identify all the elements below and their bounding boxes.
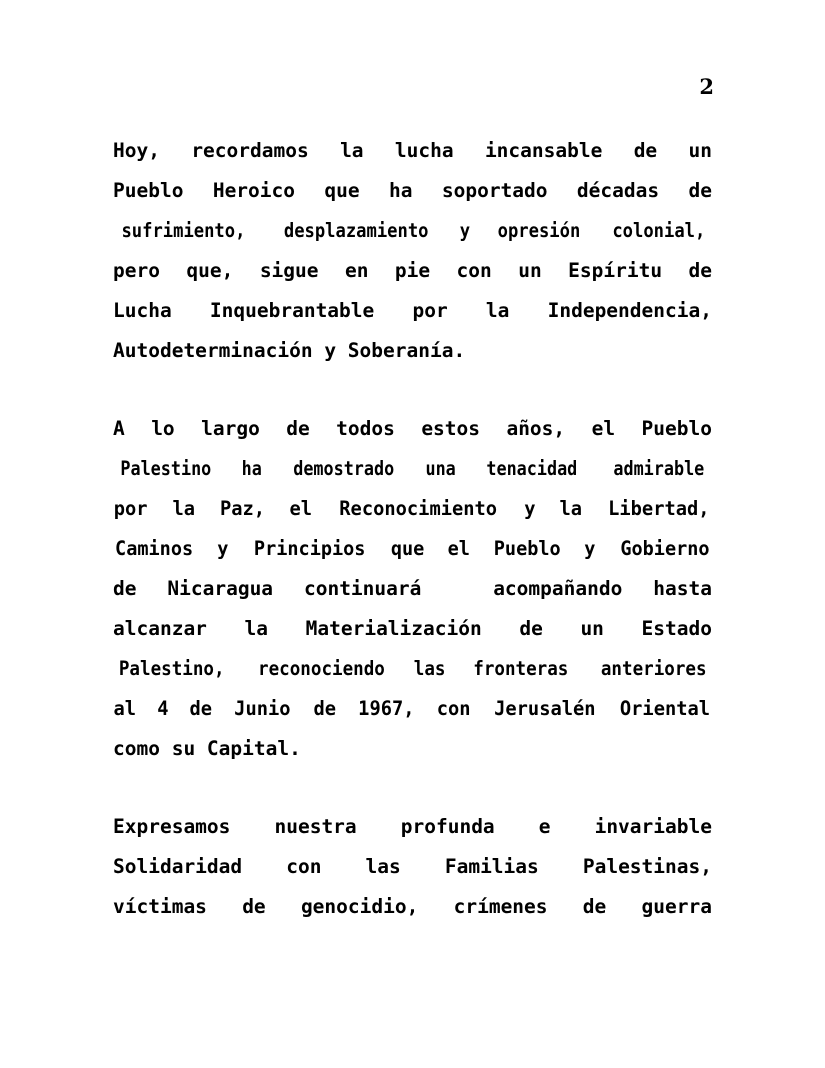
text-word: la bbox=[340, 139, 364, 162]
text-word: un bbox=[518, 259, 542, 282]
text-word: pie bbox=[394, 259, 431, 282]
text-word: continuará bbox=[303, 577, 422, 600]
text-line bbox=[113, 409, 712, 449]
text-word: Jerusalén bbox=[493, 697, 596, 720]
text-word: el bbox=[591, 417, 616, 440]
text-word: Reconocimiento bbox=[339, 497, 498, 520]
text-word: todos bbox=[336, 417, 395, 440]
text-line bbox=[113, 609, 712, 649]
text-line bbox=[113, 449, 712, 489]
text-word: sufrimiento, bbox=[121, 219, 246, 242]
text-word: un bbox=[580, 617, 604, 640]
text-word: Palestinas, bbox=[582, 855, 712, 878]
text-word: Palestino bbox=[120, 457, 212, 480]
text-word: opresión bbox=[497, 219, 581, 242]
text-line bbox=[113, 251, 712, 291]
text-word: de bbox=[519, 617, 543, 640]
text-line bbox=[113, 331, 712, 371]
text-word: demostrado bbox=[292, 457, 394, 480]
text-word: Independencia, bbox=[547, 299, 712, 322]
text-word: la bbox=[485, 299, 510, 322]
text-word: Libertad, bbox=[608, 497, 710, 520]
text-word: crímenes bbox=[453, 895, 548, 918]
text-line bbox=[113, 649, 712, 689]
text-word: Heroico bbox=[212, 179, 296, 202]
paragraph bbox=[113, 409, 712, 769]
text-word: largo bbox=[201, 417, 260, 440]
text-word: Pueblo bbox=[641, 417, 712, 440]
text-word: colonial, bbox=[612, 219, 706, 242]
text-word: Espíritu bbox=[568, 259, 663, 282]
text-word: Lucha bbox=[113, 299, 172, 322]
text-word: el bbox=[289, 497, 313, 520]
document-body bbox=[113, 131, 712, 927]
text-word: recordamos bbox=[191, 139, 309, 162]
text-line bbox=[113, 689, 712, 729]
text-word: Palestino, bbox=[118, 657, 225, 680]
text-word: de bbox=[286, 417, 310, 440]
text-word: de bbox=[688, 179, 712, 202]
text-word: que bbox=[324, 179, 360, 202]
text-word: reconociendo bbox=[258, 657, 385, 680]
text-word: genocidio, bbox=[300, 895, 419, 918]
text-word bbox=[452, 569, 462, 609]
text-word: décadas bbox=[576, 179, 660, 202]
text-word: Pueblo bbox=[113, 179, 184, 202]
text-word: la bbox=[559, 497, 583, 520]
paragraph bbox=[113, 807, 712, 927]
text-word: guerra bbox=[641, 895, 712, 918]
text-word: de bbox=[113, 577, 137, 600]
text-word: el bbox=[447, 537, 470, 560]
text-word: sigue bbox=[259, 259, 319, 282]
text-word: estos bbox=[421, 417, 481, 440]
text-word: y bbox=[217, 537, 229, 560]
text-word: fronteras bbox=[473, 657, 569, 680]
text-word: que, bbox=[186, 259, 234, 282]
text-word: Junio bbox=[234, 697, 291, 720]
text-line bbox=[113, 211, 712, 251]
text-word: de bbox=[242, 895, 266, 918]
text-line bbox=[113, 887, 712, 927]
text-line bbox=[113, 847, 712, 887]
text-word: Expresamos bbox=[113, 815, 231, 838]
text-line bbox=[113, 529, 712, 569]
text-word: lo bbox=[151, 417, 175, 440]
text-word: las bbox=[365, 855, 401, 878]
text-word: lucha bbox=[394, 139, 454, 162]
text-word: como su Capital. bbox=[113, 737, 301, 760]
text-word: al bbox=[113, 697, 137, 720]
page-number: 2 bbox=[699, 74, 714, 99]
text-word: víctimas bbox=[113, 895, 207, 918]
text-word: Principios bbox=[253, 537, 366, 560]
text-word: incansable bbox=[484, 139, 603, 162]
text-word: ha bbox=[241, 457, 262, 480]
text-word: Nicaragua bbox=[167, 577, 274, 600]
text-word: por bbox=[412, 299, 448, 322]
text-word: y bbox=[584, 537, 596, 560]
text-word: Materialización bbox=[305, 617, 482, 640]
text-word: de bbox=[688, 259, 712, 282]
text-word: de bbox=[313, 697, 336, 720]
text-word: admirable bbox=[613, 457, 705, 480]
text-word: Oriental bbox=[619, 697, 711, 720]
text-word: 4 bbox=[157, 697, 169, 720]
text-word: Estado bbox=[641, 617, 712, 640]
text-word: las bbox=[414, 657, 446, 680]
text-word: profunda bbox=[400, 815, 495, 838]
text-word: Solidaridad bbox=[113, 855, 243, 878]
text-word: de bbox=[582, 895, 607, 918]
text-line bbox=[113, 131, 712, 171]
text-word: soportado bbox=[441, 179, 548, 202]
text-line bbox=[113, 489, 712, 529]
text-word: Gobierno bbox=[620, 537, 710, 560]
text-word: años, bbox=[506, 417, 566, 440]
text-word: y bbox=[524, 497, 536, 520]
text-word: con bbox=[456, 259, 492, 282]
text-word: 1967, bbox=[357, 697, 415, 720]
text-word: Pueblo bbox=[493, 537, 561, 560]
text-word: con bbox=[436, 697, 471, 720]
text-word: que bbox=[390, 537, 425, 560]
text-line bbox=[113, 291, 712, 331]
paragraph bbox=[113, 131, 712, 371]
text-word: y bbox=[460, 219, 471, 242]
text-word: de bbox=[633, 139, 658, 162]
text-word: la bbox=[172, 497, 195, 520]
text-word: invariable bbox=[594, 815, 712, 838]
text-word: Inquebrantable bbox=[209, 299, 375, 322]
text-word: tenacidad bbox=[486, 457, 578, 480]
text-word: de bbox=[189, 697, 213, 720]
text-word: Caminos bbox=[115, 537, 194, 560]
text-word: Hoy, bbox=[113, 139, 160, 162]
text-word: una bbox=[425, 457, 456, 480]
text-word: Paz, bbox=[219, 497, 265, 520]
text-word: Autodeterminación y Soberanía. bbox=[113, 339, 466, 362]
text-word: e bbox=[538, 815, 551, 838]
text-word: por bbox=[113, 497, 148, 520]
text-word: en bbox=[344, 259, 369, 282]
text-word: anteriores bbox=[600, 657, 707, 680]
text-word: Familias bbox=[444, 855, 539, 878]
text-word: desplazamiento bbox=[284, 219, 429, 242]
text-word: alcanzar bbox=[113, 617, 207, 640]
text-line bbox=[113, 171, 712, 211]
text-line bbox=[113, 807, 712, 847]
text-line bbox=[113, 569, 712, 609]
text-word: acompañando bbox=[493, 577, 623, 600]
text-word: ha bbox=[389, 179, 413, 202]
text-word: A bbox=[113, 417, 125, 440]
text-word: un bbox=[688, 139, 712, 162]
text-line bbox=[113, 729, 712, 769]
text-word: hasta bbox=[653, 577, 712, 600]
text-word: nuestra bbox=[274, 815, 357, 838]
text-word: pero bbox=[113, 259, 160, 282]
text-word: la bbox=[244, 617, 269, 640]
text-word: con bbox=[286, 855, 322, 878]
